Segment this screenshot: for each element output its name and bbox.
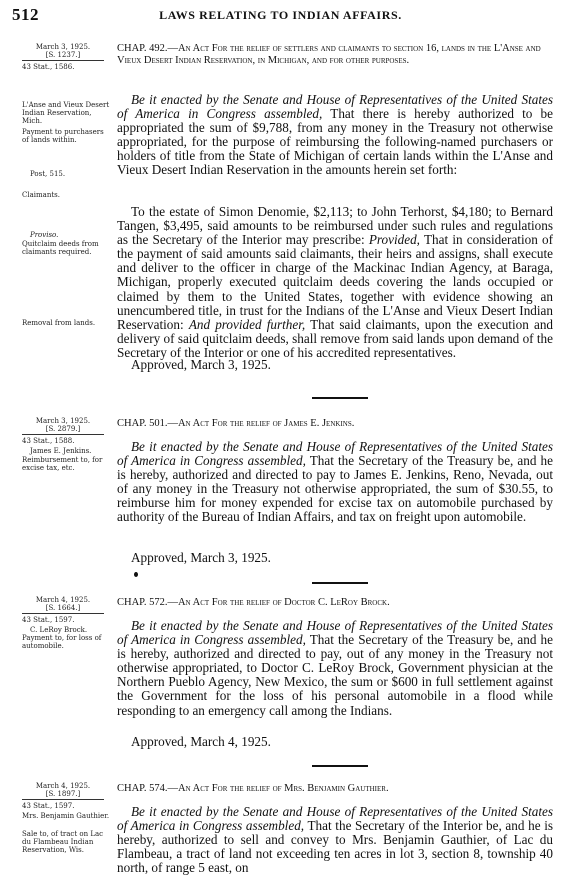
- chapter-heading: [117, 43, 553, 67]
- approved-line: Approved, March 3, 1925.: [131, 550, 271, 565]
- margin-statute: 43 Stat., 1586.: [22, 63, 75, 71]
- side-note-proviso: Proviso.: [30, 231, 59, 239]
- side-note: Quitclaim deeds from claimants required.: [22, 240, 99, 256]
- margin-rule: [22, 613, 104, 614]
- side-note: Claimants.: [22, 191, 60, 199]
- margin-rule: [22, 799, 104, 800]
- enacting-clause: Be it enacted by the Senate and House of Representatives of the United States of America in Congress assembled,: [117, 439, 553, 469]
- section-separator: [312, 582, 368, 584]
- side-note: L'Anse and Vieux Desert Indian Reservation, Mich.: [22, 101, 110, 125]
- act-text: That the Secretary of the Treasury be, and he is hereby, authorized and directed to pay, out of any money in the Treasury not otherwise appropriated, to Doctor C. LeRoy Brock, Government physician at the Northern Pueblo Agency, New Mexico, the sum or $600 in full settlement against the Government for the loss of his personal automobile in a flood while responding to an emergency call among the Indians.: [117, 632, 554, 718]
- margin-statute: 43 Stat., 1597.: [22, 802, 75, 810]
- margin-date: March 3, 1925.: [35, 43, 91, 51]
- chapter-heading-text: CHAP. 572.—An Act For the relief of Doctor C. LeRoy Brock.: [117, 597, 390, 608]
- margin-bill-number: [S. 1237.]: [45, 51, 81, 59]
- chapter-heading-text: CHAP. 492.—An Act For the relief of settlers and claimants to section 16, lands in the L'Anse and Vieux Desert Indian Reservation, in Michigan, and for other purposes.: [117, 43, 541, 66]
- margin-date: March 4, 1925.: [35, 596, 91, 604]
- side-note: Payment to purchasers of lands within.: [22, 128, 104, 144]
- margin-rule: [22, 434, 104, 435]
- side-note: Mrs. Benjamin Gauthier.: [22, 812, 110, 820]
- act-paragraph: [117, 805, 553, 875]
- chapter-heading: [117, 783, 553, 795]
- margin-date: March 4, 1925.: [35, 782, 91, 790]
- act-paragraph: [117, 93, 553, 178]
- act-paragraph: [117, 440, 553, 525]
- act-text: That said claimants, upon the execution and delivery of said quitclaim deeds, shall remove from said lands upon demand of the Secretary of the Interior or one of his accredited representatives.: [117, 316, 554, 360]
- margin-bill-number: [S. 1897.]: [45, 790, 81, 798]
- margin-statute: 43 Stat., 1597.: [22, 616, 75, 624]
- enacting-clause: Be it enacted by the Senate and House of Representatives of the United States of America in Congress assembled,: [117, 92, 553, 122]
- act-paragraph: [117, 205, 553, 360]
- section-separator: [312, 397, 368, 399]
- act-paragraph: [117, 619, 553, 718]
- side-note: Post, 515.: [30, 170, 66, 178]
- margin-statute: 43 Stat., 1588.: [22, 437, 75, 445]
- chapter-heading: [117, 418, 553, 430]
- side-note: C. LeRoy Brock.: [30, 626, 88, 634]
- chapter-heading-text: CHAP. 501.—An Act For the relief of James E. Jenkins.: [117, 418, 355, 429]
- margin-rule: [22, 60, 104, 61]
- running-title: LAWS RELATING TO INDIAN AFFAIRS.: [159, 8, 402, 22]
- act-text: That in consideration of the payment of said amounts said claimants, their heirs and assigns, shall execute and deliver to the officer in charge of the Mackinac Indian Agency, at Baraga, Michigan, properly executed quitclaim deeds covering the lands occupied or claimed by them to the United States, together with evidence showing an unencumbered title, in trust for the Indians of the L'Anse and Vieux Desert Indian Reservation:: [117, 232, 554, 332]
- proviso-word: Provided,: [368, 232, 420, 248]
- act-text: That the Secretary of the Interior be, and he is hereby, authorized to sell and convey to Mrs. Benjamin Gauthier, of Lac du Flambeau, a tract of land not exceeding ten acres in lot 3, section 8, township 40 north, of range 5 east, on: [117, 818, 553, 876]
- margin-bill-number: [S. 1664.]: [45, 604, 81, 612]
- act-text: That there is hereby authorized to be appropriated the sum of $9,788, from any money in the Treasury not otherwise appropriated, for the purpose of reimbursing the following-named purchasers or holders of title from the State of Michigan of certain lands within the L'Anse and Vieux Desert Indian Reservation in the amounts herein set forth:: [117, 106, 554, 178]
- act-text: To the estate of Simon Denomie, $2,113; to John Terhorst, $4,180; to Bernard Tangen, $3,495, said amounts to be reimbursed under such rules and regulations as the Secretary of the Interior may prescribe:: [117, 204, 553, 248]
- side-note: Reimbursement to, for excise tax, etc.: [22, 456, 103, 472]
- enacting-clause: Be it enacted by the Senate and House of Representatives of the United States of America in Congress assembled,: [117, 805, 553, 834]
- side-note: Removal from lands.: [22, 319, 96, 327]
- margin-date: March 3, 1925.: [35, 417, 91, 425]
- enacting-clause: Be it enacted by the Senate and House of Representatives of the United States of America in Congress assembled,: [117, 618, 553, 648]
- chapter-heading: [117, 597, 553, 609]
- act-text: That the Secretary of the Treasury be, and he is hereby, authorized and directed to pay to James E. Jenkins, Reno, Nevada, out of any money in the Treasury not otherwise appropriated, the sum of $30.55, to reimburse him for money expended for excise tax on automobile purchased by authority of the Bureau of Indian Affairs, and tax on freight upon automobile.: [117, 453, 554, 525]
- margin-bill-number: [S. 2879.]: [45, 425, 81, 433]
- side-note: James E. Jenkins.: [30, 447, 92, 455]
- approved-line: Approved, March 3, 1925.: [131, 357, 271, 372]
- approved-line: Approved, March 4, 1925.: [131, 734, 271, 749]
- section-separator: [312, 765, 368, 767]
- ink-blot: [134, 572, 138, 577]
- page-number: 512: [12, 5, 39, 24]
- side-note: Sale to, of tract on Lac du Flambeau Indian Reservation, Wis.: [22, 830, 104, 854]
- proviso-word: And provided further,: [188, 316, 306, 332]
- side-note: Payment to, for loss of automobile.: [22, 634, 102, 650]
- chapter-heading-text: CHAP. 574.—An Act For the relief of Mrs. Benjamin Gauthier.: [117, 783, 389, 794]
